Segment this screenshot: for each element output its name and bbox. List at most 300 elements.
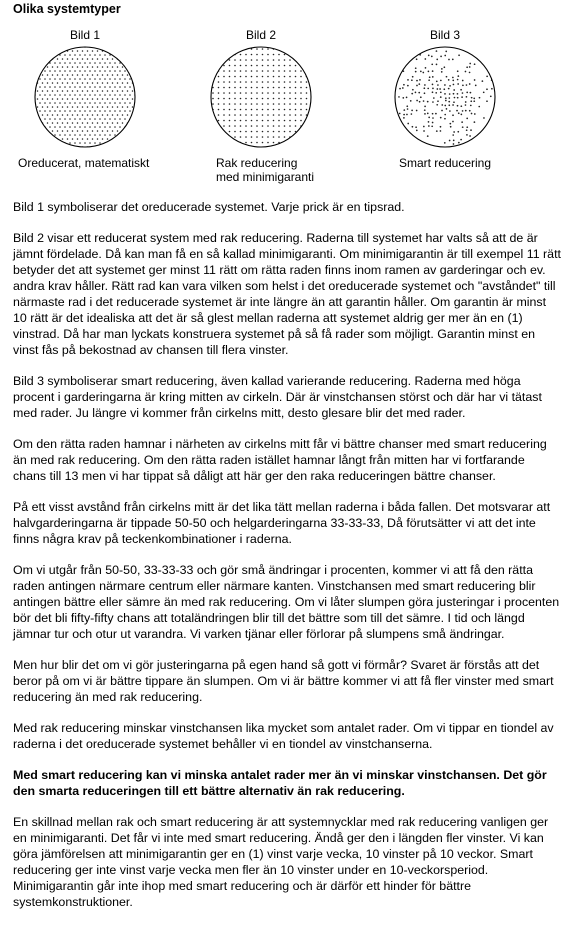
dot — [461, 114, 463, 116]
paragraph: Bild 1 symboliserar det oreducerade systemet. Varje prick är en tipsrad. — [13, 200, 405, 214]
dot — [267, 70, 269, 72]
dot — [64, 126, 66, 128]
dot — [89, 126, 91, 128]
dot — [82, 106, 84, 108]
dot — [278, 109, 280, 111]
dot — [37, 66, 39, 68]
dot — [112, 90, 114, 92]
dot — [223, 70, 225, 72]
dot — [462, 80, 464, 82]
dot — [87, 74, 89, 76]
dot — [74, 110, 76, 112]
dot — [218, 120, 220, 122]
dot — [67, 90, 69, 92]
dot — [97, 130, 99, 132]
dot — [262, 125, 264, 127]
dot — [132, 138, 134, 140]
dot — [212, 120, 214, 122]
dot — [112, 146, 114, 148]
dot — [212, 59, 214, 61]
dot — [452, 77, 454, 79]
dot — [104, 70, 106, 72]
dot — [42, 138, 44, 140]
dot — [127, 90, 129, 92]
dot — [262, 92, 264, 94]
dot — [72, 114, 74, 116]
dot — [49, 94, 51, 96]
dot — [129, 94, 131, 96]
dot — [474, 121, 476, 123]
dot — [129, 110, 131, 112]
dot — [99, 118, 101, 120]
dot — [39, 102, 41, 104]
dot — [284, 103, 286, 105]
dot — [234, 92, 236, 94]
dot — [117, 82, 119, 84]
dot — [411, 79, 413, 81]
dot — [132, 90, 134, 92]
dot — [403, 109, 405, 111]
dot — [415, 67, 417, 69]
dot — [212, 131, 214, 133]
dot — [432, 76, 434, 78]
dot — [114, 110, 116, 112]
dot — [212, 125, 214, 127]
dot — [440, 96, 442, 98]
dot — [262, 59, 264, 61]
dot — [278, 54, 280, 56]
dot — [69, 134, 71, 136]
dot — [416, 110, 418, 112]
dot — [57, 66, 59, 68]
dot — [295, 65, 297, 67]
dot — [474, 113, 476, 115]
dot — [306, 125, 308, 127]
dot — [461, 121, 463, 123]
dot — [461, 96, 463, 98]
dot — [119, 102, 121, 104]
dot — [458, 54, 460, 56]
dot — [112, 50, 114, 52]
dot — [445, 100, 447, 102]
dot — [72, 66, 74, 68]
dot — [424, 106, 426, 108]
dot — [89, 142, 91, 144]
dot — [49, 126, 51, 128]
dot — [62, 106, 64, 108]
dot — [114, 94, 116, 96]
dot — [117, 50, 119, 52]
dot — [240, 109, 242, 111]
dot — [84, 78, 86, 80]
dot — [229, 48, 231, 50]
dot — [97, 138, 99, 140]
dot — [452, 59, 454, 61]
dot — [486, 100, 488, 102]
dot — [74, 78, 76, 80]
dot — [134, 142, 136, 144]
dot — [473, 100, 475, 102]
dot — [295, 54, 297, 56]
dot — [34, 46, 36, 48]
dot — [229, 103, 231, 105]
dot — [444, 93, 446, 95]
dot — [47, 74, 49, 76]
dot — [112, 66, 114, 68]
dot — [411, 93, 413, 95]
dot — [466, 129, 468, 131]
dot — [223, 81, 225, 83]
dot — [295, 48, 297, 50]
dot — [59, 94, 61, 96]
dot — [84, 94, 86, 96]
dot — [431, 125, 433, 127]
dot — [112, 58, 114, 60]
dot — [475, 85, 477, 87]
dot — [462, 126, 464, 128]
dot — [300, 92, 302, 94]
dot — [223, 65, 225, 67]
dot — [94, 94, 96, 96]
dot — [449, 93, 451, 95]
dot — [97, 106, 99, 108]
dot — [483, 117, 485, 119]
dot — [69, 62, 71, 64]
dot — [34, 110, 36, 112]
dot — [54, 102, 56, 104]
dot — [67, 114, 69, 116]
dot — [289, 81, 291, 83]
dot — [117, 122, 119, 124]
dot — [102, 66, 104, 68]
dot — [44, 62, 46, 64]
dot — [295, 136, 297, 138]
dot — [42, 66, 44, 68]
dot — [122, 114, 124, 116]
dot — [102, 114, 104, 116]
dot — [69, 118, 71, 120]
dot — [42, 98, 44, 100]
dot — [74, 118, 76, 120]
dot — [251, 65, 253, 67]
dot — [127, 50, 129, 52]
dot — [112, 130, 114, 132]
dot — [122, 82, 124, 84]
dot — [398, 96, 400, 98]
dot — [122, 90, 124, 92]
dot — [54, 46, 56, 48]
dot — [416, 100, 418, 102]
dot — [114, 86, 116, 88]
dot — [119, 94, 121, 96]
dot — [119, 70, 121, 72]
dot — [300, 87, 302, 89]
figure-label: Bild 1 — [69, 28, 101, 42]
dot — [300, 76, 302, 78]
dot — [439, 88, 441, 90]
dot — [278, 136, 280, 138]
dot — [229, 131, 231, 133]
dot — [34, 78, 36, 80]
dot — [453, 89, 455, 91]
dot — [256, 98, 258, 100]
dot — [240, 131, 242, 133]
dot — [67, 146, 69, 148]
dot — [79, 126, 81, 128]
figure-unreduced — [5, 28, 165, 170]
dot — [94, 118, 96, 120]
dot — [256, 120, 258, 122]
dot — [251, 114, 253, 116]
dot — [92, 138, 94, 140]
dot — [72, 90, 74, 92]
dot — [444, 118, 446, 120]
dot — [99, 142, 101, 144]
dot — [424, 92, 426, 94]
dot — [69, 126, 71, 128]
dot — [267, 114, 269, 116]
dot — [218, 125, 220, 127]
dot — [267, 131, 269, 133]
dot — [87, 50, 89, 52]
dot — [399, 113, 401, 115]
dot — [44, 78, 46, 80]
dot — [42, 74, 44, 76]
dot — [267, 81, 269, 83]
dot — [466, 96, 468, 98]
dot — [240, 87, 242, 89]
dot — [284, 65, 286, 67]
dot — [267, 92, 269, 94]
dot — [52, 130, 54, 132]
dot — [245, 142, 247, 144]
dot — [267, 109, 269, 111]
dot — [444, 114, 446, 116]
dot — [234, 131, 236, 133]
dot — [284, 120, 286, 122]
dot — [465, 71, 467, 73]
dot — [124, 94, 126, 96]
dot — [107, 58, 109, 60]
dot — [47, 58, 49, 60]
dot — [72, 122, 74, 124]
dot — [114, 78, 116, 80]
dot — [218, 98, 220, 100]
dot — [453, 101, 455, 103]
dot — [454, 97, 456, 99]
dot — [446, 76, 448, 78]
dot — [457, 83, 459, 85]
dot — [54, 78, 56, 80]
dot — [462, 110, 464, 112]
dot — [132, 66, 134, 68]
dot — [416, 80, 418, 82]
dot — [134, 46, 136, 48]
dot — [102, 146, 104, 148]
dot — [127, 58, 129, 60]
dot — [469, 110, 471, 112]
dot — [97, 90, 99, 92]
dot — [122, 138, 124, 140]
dot — [251, 131, 253, 133]
dot — [119, 110, 121, 112]
dot — [278, 87, 280, 89]
dot — [245, 120, 247, 122]
dot — [278, 120, 280, 122]
dot — [437, 100, 439, 102]
dot — [465, 104, 467, 106]
dot — [245, 114, 247, 116]
dot — [223, 48, 225, 50]
dot — [424, 84, 426, 86]
dot — [99, 110, 101, 112]
dot — [82, 74, 84, 76]
dot — [132, 74, 134, 76]
dot — [49, 46, 51, 48]
dot — [470, 105, 472, 107]
dot — [94, 86, 96, 88]
dot — [84, 110, 86, 112]
dot — [432, 84, 434, 86]
dot — [129, 54, 131, 56]
dot — [89, 54, 91, 56]
dot — [466, 66, 468, 68]
dot — [452, 121, 454, 123]
dot — [444, 142, 446, 144]
dot — [39, 134, 41, 136]
dot — [114, 142, 116, 144]
paragraph: Bild 2 visar ett reducerat system med rak reducering. Raderna till systemet har valts så att de är jämnt fördelade. Då kan man få en så kallad minimigaranti. Om minimigarantin är till exempel 11 rätt betyder det att systemet ger minst 11 rätt om rätta raden finns inom ramen av garderingar och ev. andra krav håller. Rätt rad kan vara vilken som helst i det oreducerade systemet och "avståndet" till närmaste rad i det reducerade systemet är inte längre än att garantin håller. Om garantin är minst 10 rätt är det idealiska att det är så glest mellan raderna att systemet aldrig ger mer än en (1) vinstrad. Då har man lyckats konstruera systemet på så få rader som möjligt. Garantin minst en vinst fås på bekostnad av chansen till flera vinster. — [13, 231, 561, 357]
dot — [57, 50, 59, 52]
dot — [223, 76, 225, 78]
dot — [245, 76, 247, 78]
dot — [117, 146, 119, 148]
dot — [448, 101, 450, 103]
dot — [306, 59, 308, 61]
dot — [234, 70, 236, 72]
dot — [39, 62, 41, 64]
dot — [452, 114, 454, 116]
dot — [300, 54, 302, 56]
dot — [84, 126, 86, 128]
dot — [77, 122, 79, 124]
dot — [240, 76, 242, 78]
dot — [82, 66, 84, 68]
dot — [129, 134, 131, 136]
dot — [419, 101, 421, 103]
dot — [223, 120, 225, 122]
dot — [402, 97, 404, 99]
dot — [67, 66, 69, 68]
dot — [84, 70, 86, 72]
dot — [212, 136, 214, 138]
dot — [69, 142, 71, 144]
dot — [69, 46, 71, 48]
dot — [82, 114, 84, 116]
dot — [262, 65, 264, 67]
dot — [87, 58, 89, 60]
dot — [289, 70, 291, 72]
dot — [49, 118, 51, 120]
dot — [92, 74, 94, 76]
dot — [284, 131, 286, 133]
dot — [122, 66, 124, 68]
dot — [289, 120, 291, 122]
dot — [245, 131, 247, 133]
figure-straight-reduction — [181, 28, 341, 184]
dot — [77, 82, 79, 84]
dot — [127, 82, 129, 84]
figure-label: Bild 3 — [429, 28, 461, 42]
dot — [256, 92, 258, 94]
dot — [267, 65, 269, 67]
dot — [460, 139, 462, 141]
dot — [77, 90, 79, 92]
dot — [72, 106, 74, 108]
dot — [77, 114, 79, 116]
dot — [212, 98, 214, 100]
dot — [72, 138, 74, 140]
dot — [79, 78, 81, 80]
dot — [127, 146, 129, 148]
dot — [256, 103, 258, 105]
dot — [295, 87, 297, 89]
dot — [34, 142, 36, 144]
dot — [109, 86, 111, 88]
dot — [223, 98, 225, 100]
dot — [74, 62, 76, 64]
dot — [403, 114, 405, 116]
dot — [440, 80, 442, 82]
dot — [466, 126, 468, 128]
dot — [428, 79, 430, 81]
dot — [44, 54, 46, 56]
dot — [449, 85, 451, 87]
dot — [306, 92, 308, 94]
dot — [39, 86, 41, 88]
dot — [306, 65, 308, 67]
dot — [79, 102, 81, 104]
dot — [122, 106, 124, 108]
dot — [256, 131, 258, 133]
dot — [469, 72, 471, 74]
dot — [278, 59, 280, 61]
dot — [284, 98, 286, 100]
dot — [97, 74, 99, 76]
dot — [473, 98, 475, 100]
dot — [77, 138, 79, 140]
dot — [94, 54, 96, 56]
dot — [67, 106, 69, 108]
dot — [77, 74, 79, 76]
paragraph: En skillnad mellan rak och smart reducering är att systemnycklar med rak reducering vanligen ger en minimigaranti. Det får vi inte med smart reducering. Ändå ger den i längden fler vinster. Vi kan göra jämförelsen att minimigarantin ger en (1) vinst varje vecka, 10 vinster på 10 veckor. Smart reducering ger inte vinst varje vecka men fler än 10 vinster under en 10-veckorsperiod. Minimigarantin går inte ihop med smart reducering och är därför ett hinder för bättre systemkonstruktioner. — [13, 815, 549, 909]
dot — [54, 110, 56, 112]
dot — [134, 118, 136, 120]
dot — [37, 50, 39, 52]
dot — [82, 130, 84, 132]
dot — [273, 142, 275, 144]
dot — [54, 54, 56, 56]
dot — [234, 120, 236, 122]
dot — [452, 134, 454, 136]
dot — [440, 91, 442, 93]
dot — [437, 84, 439, 86]
dot — [251, 76, 253, 78]
dot — [436, 59, 438, 61]
dot — [132, 122, 134, 124]
dot — [99, 62, 101, 64]
dot — [64, 62, 66, 64]
